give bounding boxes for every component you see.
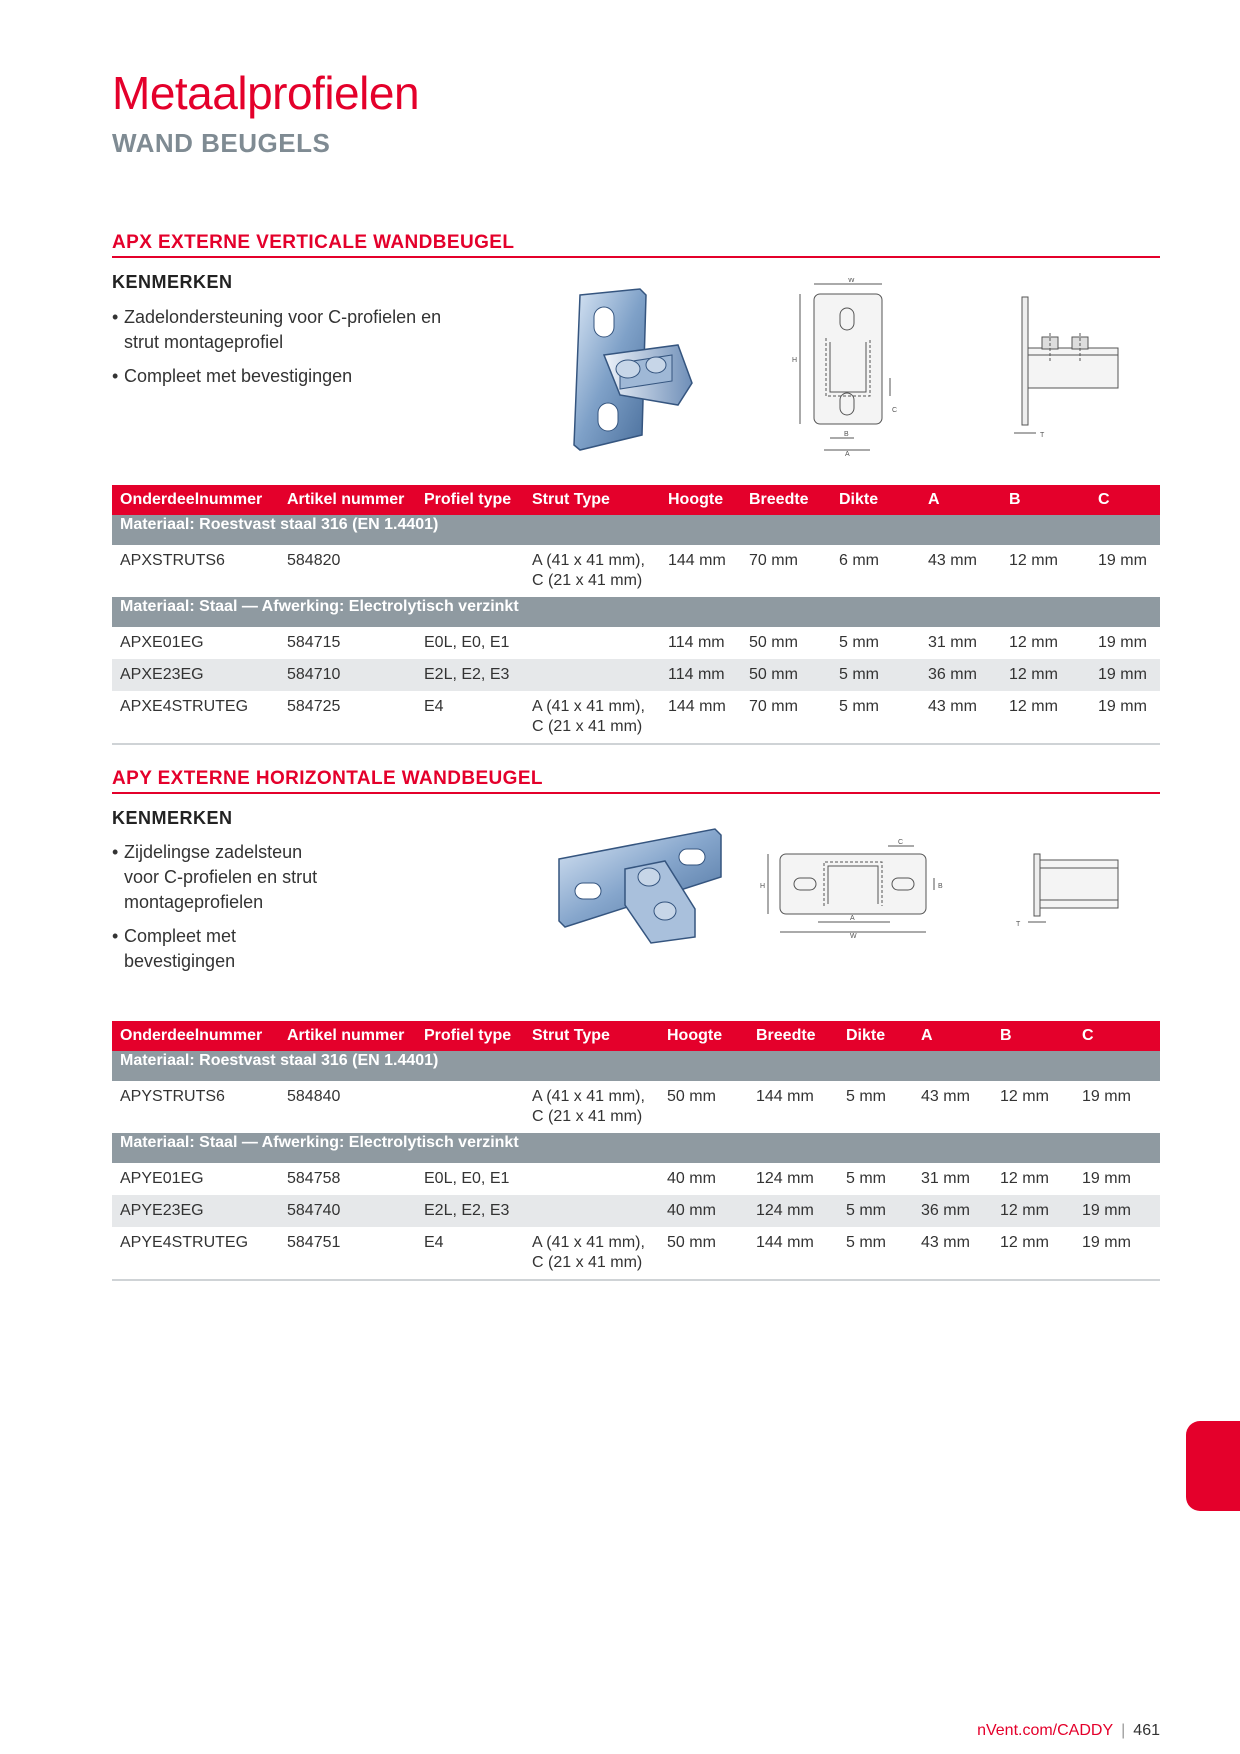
svg-text:B: B — [938, 883, 943, 890]
table-row: APXE01EG 584715 E0L, E0, E1 114 mm 50 mm 5 mm 31 mm 12 mm 19 mm — [120, 634, 1147, 651]
svg-text:T: T — [1016, 921, 1021, 928]
svg-text:W: W — [850, 933, 857, 938]
apx-side-drawing — [1006, 293, 1126, 443]
page-footer: nVent.com/CADDY | 461 — [977, 1722, 1160, 1739]
col-header: A — [920, 485, 1001, 515]
svg-text:H: H — [792, 357, 798, 364]
apx-product-photo — [560, 285, 700, 455]
material-row: Materiaal: Roestvast staal 316 (EN 1.4401) — [112, 1051, 1160, 1081]
page-number: 461 — [1133, 1722, 1160, 1739]
table-header-row — [112, 1021, 1160, 1051]
page-title: Metaalprofielen — [112, 67, 420, 119]
col-header: Strut Type — [524, 485, 660, 515]
svg-text:C: C — [892, 407, 898, 414]
table-header-row — [112, 485, 1160, 515]
table-row: APYE23EG 584740 E2L, E2, E3 40 mm 124 mm 5 mm 36 mm 12 mm 19 mm — [112, 1195, 1160, 1227]
table-row: APXE23EG 584710 E2L, E2, E3 114 mm 50 mm 5 mm 36 mm 12 mm 19 mm — [112, 659, 1160, 691]
svg-text:A: A — [845, 451, 850, 458]
feature-item: • Zijdelingse zadelsteun voor C-profielen en strut montageprofielen — [112, 842, 318, 912]
table-row: APXE4STRUTEG 584725 E4 A (41 x 41 mm), C (21 x 41 mm) 144 mm 70 mm 5 mm 43 mm 12 mm 19 mm — [112, 691, 1160, 744]
col-header: Onderdeelnummer — [112, 1021, 279, 1051]
apy-front-drawing — [758, 838, 958, 938]
apy-side-drawing — [1004, 850, 1124, 930]
svg-text:B: B — [844, 431, 849, 438]
footer-url[interactable]: nVent.com/CADDY — [977, 1722, 1114, 1739]
col-header: Breedte — [748, 1021, 838, 1051]
table-row: APYSTRUTS6 584840 A (41 x 41 mm), C (21 x 41 mm) 50 mm 144 mm 5 mm 43 mm 12 mm 19 mm — [120, 1088, 1131, 1125]
material-row: Materiaal: Staal — Afwerking: Electrolytisch verzinkt — [112, 1133, 1160, 1163]
col-header: Onderdeelnummer — [112, 485, 279, 515]
page-subtitle: WAND BEUGELS — [112, 128, 331, 158]
svg-text:H: H — [760, 883, 766, 890]
col-header: A — [913, 1021, 992, 1051]
section-rule — [112, 792, 1160, 794]
apy-product-photo — [555, 825, 725, 945]
section-title-apx: APX EXTERNE VERTICALE WANDBEUGEL — [112, 232, 515, 253]
feature-item: • Compleet met bevestigingen — [112, 366, 353, 386]
col-header: Profiel type — [416, 485, 524, 515]
col-header: Hoogte — [660, 485, 741, 515]
apx-spec-table — [112, 485, 1160, 745]
svg-text:W: W — [848, 278, 855, 284]
col-header: C — [1074, 1021, 1160, 1051]
col-header: Artikel nummer — [279, 1021, 416, 1051]
col-header: Dikte — [831, 485, 920, 515]
col-header: C — [1090, 485, 1160, 515]
material-row: Materiaal: Staal — Afwerking: Electrolytisch verzinkt — [112, 597, 1160, 627]
section-title-apy: APY EXTERNE HORIZONTALE WANDBEUGEL — [112, 768, 543, 789]
col-header: Artikel nummer — [279, 485, 416, 515]
col-header: B — [1001, 485, 1090, 515]
col-header: Profiel type — [416, 1021, 524, 1051]
apy-spec-table — [112, 1021, 1160, 1281]
section-tab-marker — [1186, 1421, 1240, 1511]
col-header: Hoogte — [659, 1021, 748, 1051]
apx-front-drawing — [790, 278, 900, 458]
table-row: APYE4STRUTEG 584751 E4 A (41 x 41 mm), C (21 x 41 mm) 50 mm 144 mm 5 mm 43 mm 12 mm 19 mm — [112, 1227, 1160, 1280]
col-header: Dikte — [838, 1021, 913, 1051]
material-row: Materiaal: Roestvast staal 316 (EN 1.4401) — [112, 515, 1160, 545]
table-row: APXSTRUTS6 584820 A (41 x 41 mm), C (21 x 41 mm) 144 mm 70 mm 6 mm 43 mm 12 mm 19 mm — [120, 552, 1147, 589]
features-list — [112, 840, 342, 983]
feature-item: • Zadelondersteuning voor C-profielen en strut montageprofiel — [112, 307, 442, 352]
features-heading: KENMERKEN — [112, 808, 233, 828]
features-heading: KENMERKEN — [112, 272, 233, 292]
table-row: APYE01EG 584758 E0L, E0, E1 40 mm 124 mm 5 mm 31 mm 12 mm 19 mm — [120, 1170, 1131, 1187]
col-header: Breedte — [741, 485, 831, 515]
col-header: Strut Type — [524, 1021, 659, 1051]
features-list — [112, 305, 442, 398]
svg-text:A: A — [850, 915, 855, 922]
svg-text:C: C — [898, 839, 904, 846]
svg-text:T: T — [1040, 432, 1045, 439]
section-rule — [112, 256, 1160, 258]
feature-item: • Compleet met bevestigingen — [112, 926, 237, 971]
col-header: B — [992, 1021, 1074, 1051]
